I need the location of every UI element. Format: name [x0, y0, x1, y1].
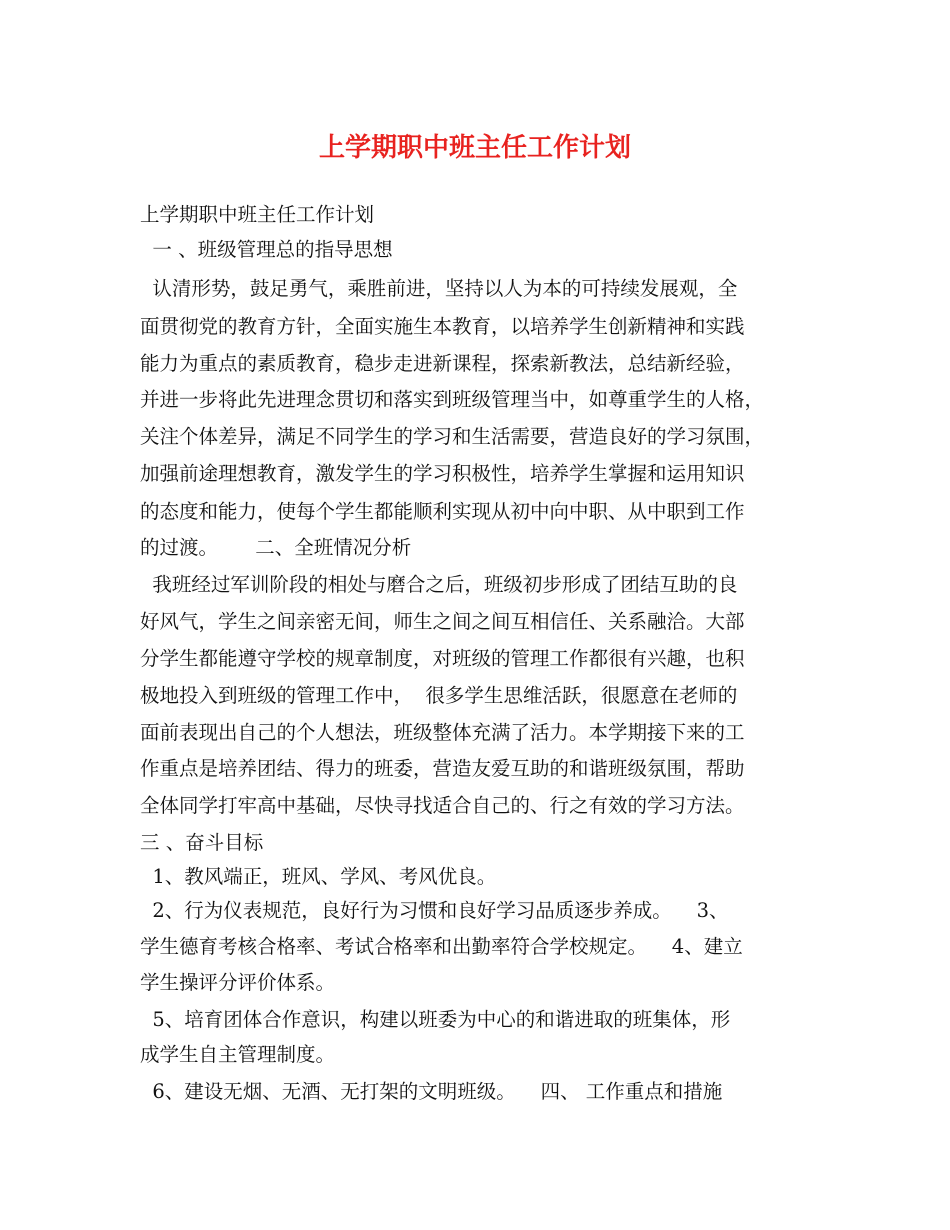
body-text-line: 极地投入到班级的管理工作中， 很多学生思维活跃，很愿意在老师的	[140, 684, 738, 707]
body-text-line: 2、行为仪表规范，良好行为习惯和良好学习品质逐步养成。 3、	[140, 899, 729, 922]
body-text-line: 作重点是培养团结、得力的班委，营造友爱互助的和谐班级氛围，帮助	[140, 757, 745, 780]
body-text-line: 成学生自主管理制度。	[140, 1043, 336, 1066]
body-text-line: 关注个体差异，满足不同学生的学习和生活需要，营造良好的学习氛围，	[140, 425, 765, 448]
body-text-line: 分学生都能遵守学校的规章制度，对班级的管理工作都很有兴趣，也积	[140, 647, 745, 670]
body-text-line: 认清形势，鼓足勇气，乘胜前进，坚持以人为本的可持续发展观，全	[140, 277, 738, 300]
body-text-line: 加强前途理想教育，激发学生的学习积极性，培养学生掌握和运用知识	[140, 462, 745, 485]
body-text-line: 好风气，学生之间亲密无间，师生之间之间互相信任、关系融洽。大部	[140, 610, 745, 633]
body-text-line: 上学期职中班主任工作计划	[140, 203, 375, 226]
body-text-line: 一 、班级管理总的指导思想	[140, 238, 393, 261]
body-text-line: 学生操评分评价体系。	[140, 971, 336, 994]
body-text-line: 学生德育考核合格率、考试合格率和出勤率符合学校规定。 4、建立	[140, 935, 743, 958]
document-title: 上学期职中班主任工作计划	[318, 133, 631, 163]
body-text-line: 我班经过军训阶段的相处与磨合之后，班级初步形成了团结互助的良	[140, 573, 738, 596]
body-text-line: 的态度和能力，使每个学生都能顺利实现从初中向中职、从中职到工作	[140, 500, 745, 523]
body-text-line: 5、培育团体合作意识，构建以班委为中心的和谐进取的班集体，形	[140, 1008, 731, 1031]
body-text-line: 面贯彻党的教育方针，全面实施生本教育，以培养学生创新精神和实践	[140, 315, 745, 338]
body-text-line: 1、教风端正，班风、学风、考风优良。	[140, 865, 497, 888]
body-text-line: 三 、奋斗目标	[140, 831, 264, 854]
body-text-line: 的过渡。 二、全班情况分析	[140, 536, 412, 559]
body-text-line: 面前表现出自己的个人想法，班级整体充满了活力。本学期接下来的工	[140, 721, 745, 744]
body-text-line: 全体同学打牢高中基础，尽快寻找适合自己的、行之有效的学习方法。	[140, 794, 745, 817]
body-text-line: 能力为重点的素质教育，稳步走进新课程，探索新教法，总结新经验，	[140, 352, 745, 375]
body-text-line: 6、建设无烟、无酒、无打架的文明班级。 四、 工作重点和措施	[140, 1080, 723, 1103]
body-text-line: 并进一步将此先进理念贯切和落实到班级管理当中，如尊重学生的人格，	[140, 388, 765, 411]
